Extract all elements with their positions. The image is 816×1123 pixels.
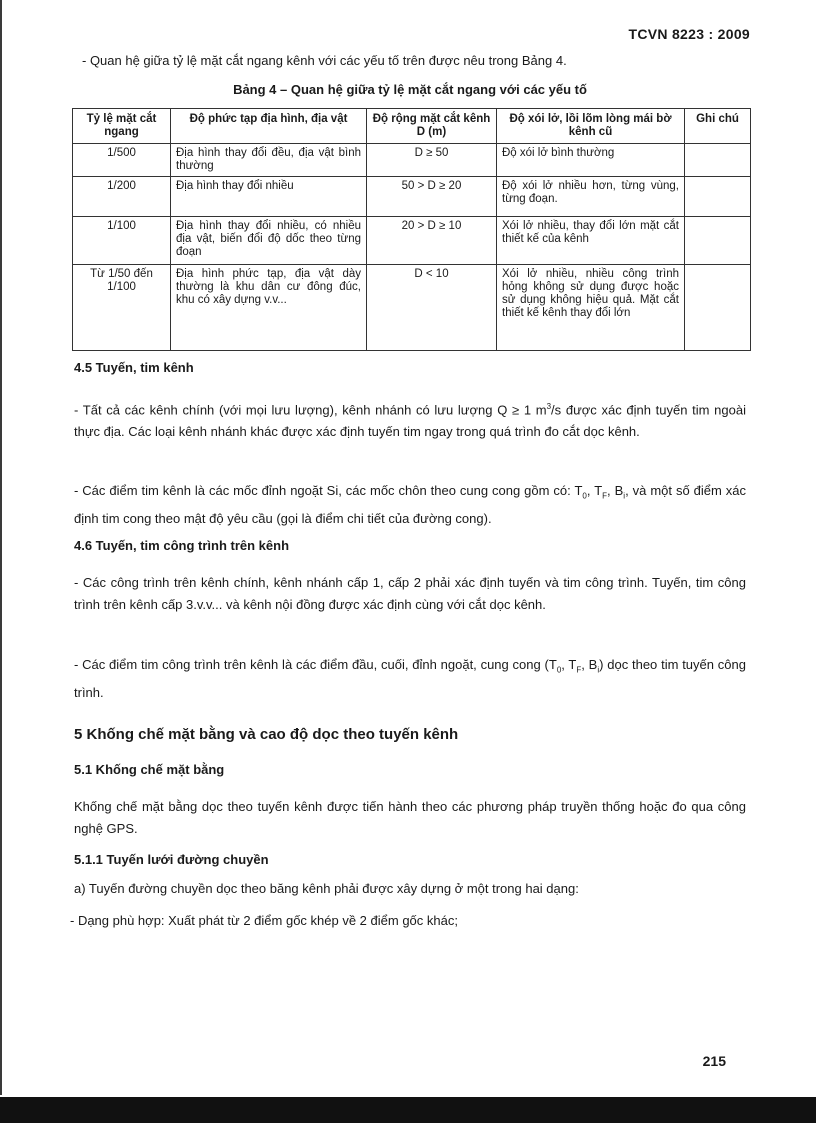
page-number: 215	[702, 1053, 726, 1069]
cell-erosion: Độ xói lở bình thường	[497, 144, 685, 177]
cell-scale: 1/100	[73, 217, 171, 265]
cell-notes	[685, 217, 751, 265]
col-header-erosion: Độ xói lở, lồi lõm lòng mái bờ kênh cũ	[497, 109, 685, 144]
cell-width: 20 > D ≥ 10	[367, 217, 497, 265]
scan-bottom-bar	[0, 1097, 816, 1123]
section-4-5-paragraph-1: - Tất cả các kênh chính (với mọi lưu lượng), kênh nhánh có lưu lượng Q ≥ 1 $m^3/s$ được xác định tuyến tim ngoài thực địa. Các loại kênh nhánh khác được xác định tuyến tim ngay trong quá trình đo cắt dọc kênh.	[74, 402, 746, 440]
section-4-6-paragraph-1: - Các công trình trên kênh chính, kênh nhánh cấp 1, cấp 2 phải xác định tuyến và tim công trình. Tuyến, tim công trình trên kênh cấp 3.v.v... và kênh nội đồng được xác định cùng với cắt dọc kênh.	[74, 575, 746, 612]
cell-width: D ≥ 50	[367, 144, 497, 177]
cell-terrain: Địa hình thay đổi đều, địa vật bình thường	[171, 144, 367, 177]
standard-code-header: TCVN 8223 : 2009	[628, 26, 750, 42]
scan-left-edge	[0, 0, 2, 1095]
cell-erosion: Độ xói lở nhiều hơn, từng vùng, từng đoạn.	[497, 177, 685, 217]
cell-scale: Từ 1/50 đến 1/100	[73, 265, 171, 351]
table-row	[73, 265, 751, 351]
cell-terrain: Địa hình thay đổi nhiều	[171, 177, 367, 217]
section-5-1-1-heading: 5.1.1 Tuyến lưới đường chuyền	[74, 852, 269, 867]
col-header-scale: Tỷ lệ mặt cắt ngang	[73, 109, 171, 144]
cell-terrain: Địa hình thay đổi nhiều, có nhiều địa vật, biến đổi độ dốc theo từng đoạn	[171, 217, 367, 265]
section-5-1-1-item-b: - Dạng phù hợp: Xuất phát từ 2 điểm gốc khép về 2 điểm gốc khác;	[70, 913, 458, 928]
cell-notes	[685, 177, 751, 217]
section-4-6-heading: 4.6 Tuyến, tim công trình trên kênh	[74, 538, 290, 553]
section-5-1-heading: 5.1 Khống chế mặt bằng	[74, 762, 225, 777]
table-4	[72, 108, 751, 351]
cell-erosion: Xói lở nhiều, nhiều công trình hỏng không sử dụng được hoặc sử dụng không hiệu quả. Mặt cắt thiết kế kênh thay đổi lớn	[497, 265, 685, 351]
intro-paragraph: - Quan hệ giữa tỷ lệ mặt cắt ngang kênh với các yếu tố trên được nêu trong Bảng 4.	[82, 53, 567, 68]
cell-erosion: Xói lở nhiều, thay đổi lớn mặt cắt thiết kế của kênh	[497, 217, 685, 265]
table-row	[73, 144, 751, 177]
col-header-width: Độ rộng mặt cắt kênh D (m)	[367, 109, 497, 144]
table-header-row	[73, 109, 751, 144]
table-caption: Bảng 4 – Quan hệ giữa tỷ lệ mặt cắt ngang với các yếu tố	[233, 82, 587, 97]
section-5-1-paragraph: Khống chế mặt bằng dọc theo tuyến kênh được tiến hành theo các phương pháp truyền thống hoặc đo qua công nghệ GPS.	[74, 799, 746, 836]
cell-notes	[685, 265, 751, 351]
cell-width: 50 > D ≥ 20	[367, 177, 497, 217]
section-4-6-paragraph-2: - Các điểm tim công trình trên kênh là các điểm đầu, cuối, đỉnh ngoặt, cung cong ($T_0$, $T_F$, $B_i$) dọc theo tim tuyến công trình.	[74, 657, 746, 700]
cell-scale: 1/200	[73, 177, 171, 217]
table-row	[73, 217, 751, 265]
col-header-terrain: Độ phức tạp địa hình, địa vật	[171, 109, 367, 144]
cell-terrain: Địa hình phức tạp, địa vật dày thường là khu dân cư đông đúc, khu có xây dựng v.v...	[171, 265, 367, 351]
cell-notes	[685, 144, 751, 177]
table-row	[73, 177, 751, 217]
section-5-heading: 5 Khống chế mặt bằng và cao độ dọc theo tuyến kênh	[74, 726, 459, 743]
section-5-1-1-item-a: a) Tuyến đường chuyền dọc theo băng kênh phải được xây dựng ở một trong hai dạng:	[74, 881, 579, 896]
cell-scale: 1/500	[73, 144, 171, 177]
col-header-notes: Ghi chú	[685, 109, 751, 144]
section-4-5-heading: 4.5 Tuyến, tim kênh	[74, 360, 194, 375]
section-4-5-paragraph-2: - Các điểm tim kênh là các mốc đỉnh ngoặt Si, các mốc chôn theo cung cong gồm có: $T_0$, $T_F$, $B_i$, và một số điểm xác định tim cong theo mật độ yêu cầu (gọi là điểm chi tiết của đường cong).	[74, 483, 746, 526]
cell-width: D < 10	[367, 265, 497, 351]
